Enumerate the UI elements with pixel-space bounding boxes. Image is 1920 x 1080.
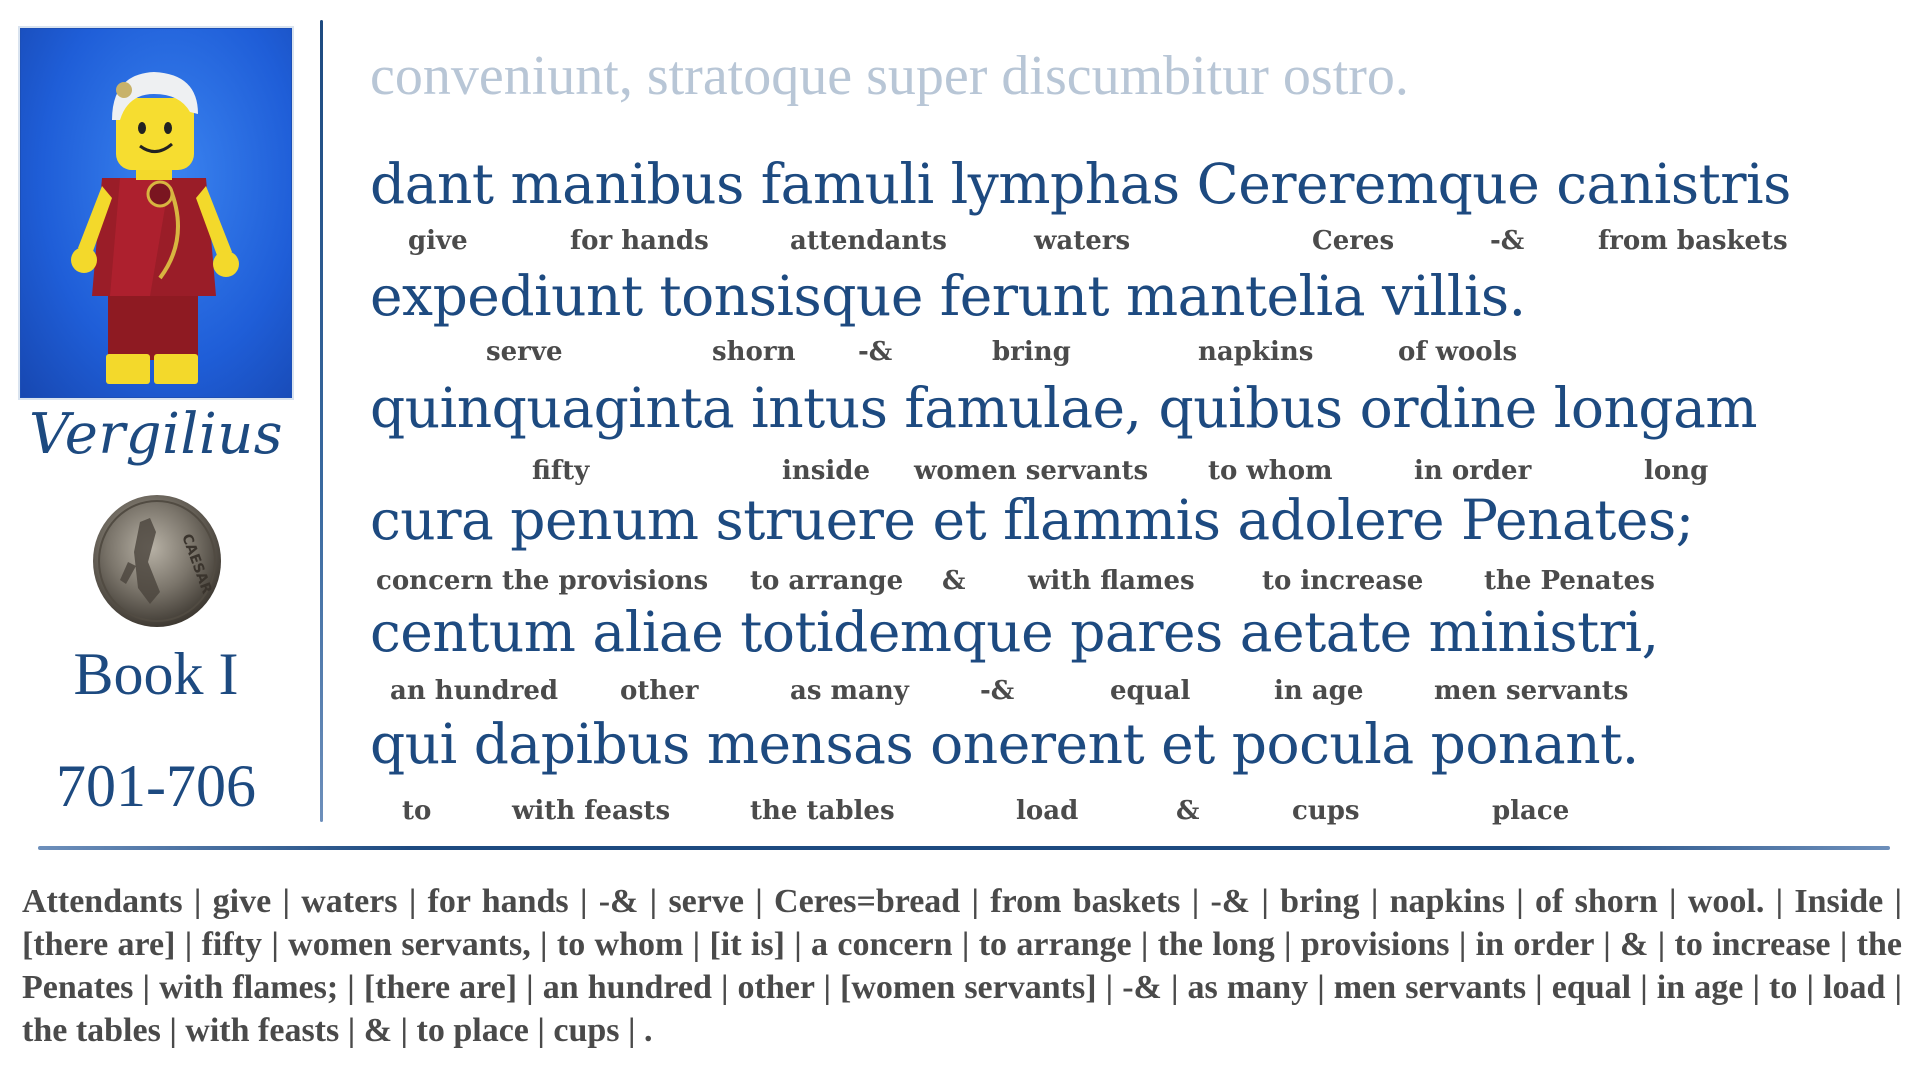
coin-inscription: CAESAR [178, 531, 215, 596]
verse-line-701: dant manibus famuli lymphas Cereremque canistris [370, 152, 1791, 216]
gloss-word: concern [376, 566, 494, 596]
gloss-word: Ceres [1312, 226, 1395, 256]
gloss-word: -& [980, 676, 1015, 706]
english-translation: Attendants | give | waters | for hands | -& | serve | Ceres=bread | from baskets | -& | bring | napkins | of shorn | wool. | Inside | [there are] | fifty | women servants, | to whom | [it is] | a concern | to arrange | the long | provisions | in order | & | to increase | the Penates | with flames; | [there are] | an hundred | other | [women servants] | -& | as many | men servants | equal | in age | to | load | the tables | with feasts | & | to place | cups | . [22, 883, 1902, 1049]
gloss-word: load [1016, 796, 1079, 826]
gloss-word: an hundred [390, 676, 559, 706]
gloss-word: fifty [532, 456, 590, 486]
gloss-word: place [1492, 796, 1570, 826]
book-label: Book I [73, 641, 239, 707]
gloss-word: to [402, 796, 432, 826]
gloss-word: give [408, 226, 468, 256]
gloss-word: the tables [750, 796, 895, 826]
gloss-word: to whom [1208, 456, 1333, 486]
gloss-word: napkins [1198, 337, 1314, 367]
gloss-word: -& [858, 337, 893, 367]
gloss-word: men servants [1434, 676, 1629, 706]
gloss-word: shorn [712, 337, 796, 367]
gloss-word: other [620, 676, 699, 706]
gloss-word: -& [1490, 226, 1525, 256]
gloss-word: women servants [914, 456, 1149, 486]
gloss-word: with feasts [512, 796, 671, 826]
author-name: Vergilius [28, 402, 284, 467]
gloss-word: from baskets [1598, 226, 1788, 256]
gloss-word: equal [1110, 676, 1191, 706]
gloss-word: the Penates [1484, 566, 1655, 596]
gloss-word: the provisions [502, 566, 709, 596]
gloss-word: in order [1414, 456, 1532, 486]
vertical-divider [320, 20, 323, 822]
gloss-word: long [1644, 456, 1709, 486]
gloss-word: & [942, 566, 966, 596]
caesar-coin-image [90, 492, 224, 630]
gloss-word: to arrange [750, 566, 904, 596]
gloss-word: bring [992, 337, 1071, 367]
gloss-word: serve [486, 337, 563, 367]
gloss-word: attendants [790, 226, 947, 256]
gloss-word: with flames [1028, 566, 1195, 596]
verse-line-702: expediunt tonsisque ferunt mantelia villis. [370, 264, 1526, 328]
line-range-label: 701-706 [56, 753, 256, 819]
gloss-word: of wools [1398, 337, 1518, 367]
gloss-word: waters [1034, 226, 1131, 256]
gloss-word: for hands [570, 226, 709, 256]
verse-line-704: cura penum struere et flammis adolere Penates; [370, 488, 1694, 552]
gloss-word: in age [1274, 676, 1364, 706]
verse-line-706: qui dapibus mensas onerent et pocula ponant. [370, 712, 1639, 776]
gloss-word: inside [782, 456, 871, 486]
verse-line-703: quinquaginta intus famulae, quibus ordine longam [370, 376, 1758, 440]
gloss-word: to increase [1262, 566, 1424, 596]
gloss-word: cups [1292, 796, 1360, 826]
gloss-word: & [1176, 796, 1200, 826]
previous-verse-line: conveniunt, stratoque super discumbitur ostro. [370, 45, 1409, 107]
gloss-word: as many [790, 676, 909, 706]
lego-figure-image [20, 28, 292, 398]
horizontal-divider [38, 846, 1890, 850]
lego-virgil-photo [18, 26, 294, 400]
verse-line-705: centum aliae totidemque pares aetate ministri, [370, 600, 1659, 664]
